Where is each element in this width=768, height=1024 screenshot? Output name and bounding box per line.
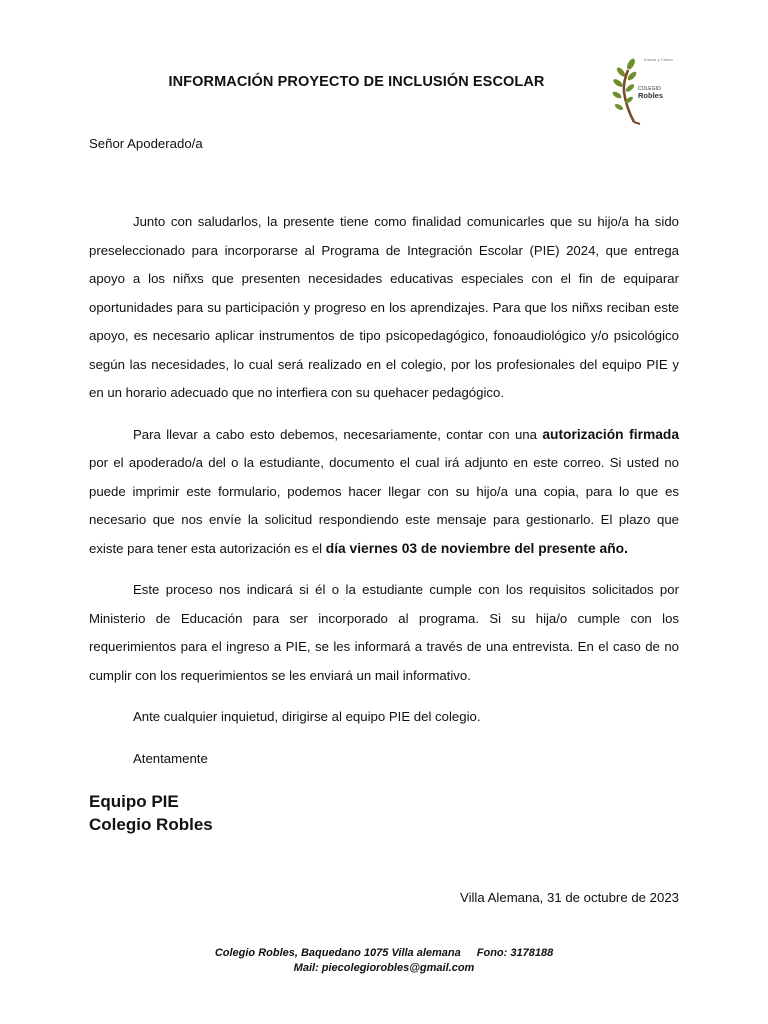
closing: Atentamente [133, 750, 208, 766]
signature-block [89, 790, 213, 836]
footer-address: Colegio Robles, Baquedano 1075 Villa alemana [214, 947, 461, 959]
deadline-emphasis: día viernes 03 de noviembre del presente año. [325, 540, 628, 556]
footer [0, 946, 768, 976]
letter-body [89, 208, 679, 786]
paragraph-1: Junto con saludarlos, la presente tiene como finalidad comunicarles que su hijo/a ha sido preseleccionado para incorporarse al Programa de Integración Escolar (PIE) 2024, que entrega apoyo a los niñxs que presenten necesidades educativas especiales con el fin de equiparar oportunidades para su participación y progreso en los aprendizajes. Para que los niñxs reciban este apoyo, es necesario aplicar instrumentos de tipo psicopedagógico, fonoaudiológico y/o psicológico según las necesidades, lo cual será realizado en el colegio, por los profesionales del equipo PIE y en un horario adecuado que no interfiera con su quehacer pedagógico. [89, 214, 679, 400]
signature-school: Colegio Robles [89, 815, 213, 834]
greeting: Señor Apoderado/a [89, 136, 203, 151]
footer-phone: Fono: 3178188 [476, 947, 554, 959]
logo-name: Robles [638, 91, 664, 100]
document-title: INFORMACIÓN PROYECTO DE INCLUSIÓN ESCOLAR [168, 74, 545, 90]
paragraph-2 [89, 421, 679, 564]
signed-authorization-emphasis: autorización firmada [542, 426, 679, 442]
logo-small-text: COLEGIO [638, 86, 661, 92]
footer-mail: Mail: piecolegiorobles@gmail.com [293, 962, 475, 974]
paragraph-2-text-b: por el apoderado/a del o la estudiante, documento el cual irá adjunto en este correo. Si usted no puede imprimir este formulario, podemos hacer llegar con su hijo/a una copia, para lo que es necesario que nos envíe la solicitud respondiendo este mensaje para gestionarlo. El plazo que existe para tener esta autorización es el [89, 455, 679, 556]
paragraph-3: Este proceso nos indicará si él o la estudiante cumple con los requisitos solicitados por Ministerio de Educación para ser incorporado al programa. Si su hija/o cumple con los requerimientos para el ingreso a PIE, se les informará a través de una entrevista. En el caso de no cumplir con los requerimientos se les enviará un mail informativo. [89, 582, 679, 683]
paragraph-2-text-a: Para llevar a cabo esto debemos, necesariamente, contar con una [133, 426, 543, 442]
signature-team: Equipo PIE [89, 792, 179, 811]
logo-top-text: Educar y Crecer [644, 57, 673, 62]
school-logo [604, 52, 674, 126]
paragraph-4: Ante cualquier inquietud, dirigirse al equipo PIE del colegio. [133, 709, 481, 724]
letter-date: Villa Alemana, 31 de octubre de 2023 [460, 890, 679, 905]
